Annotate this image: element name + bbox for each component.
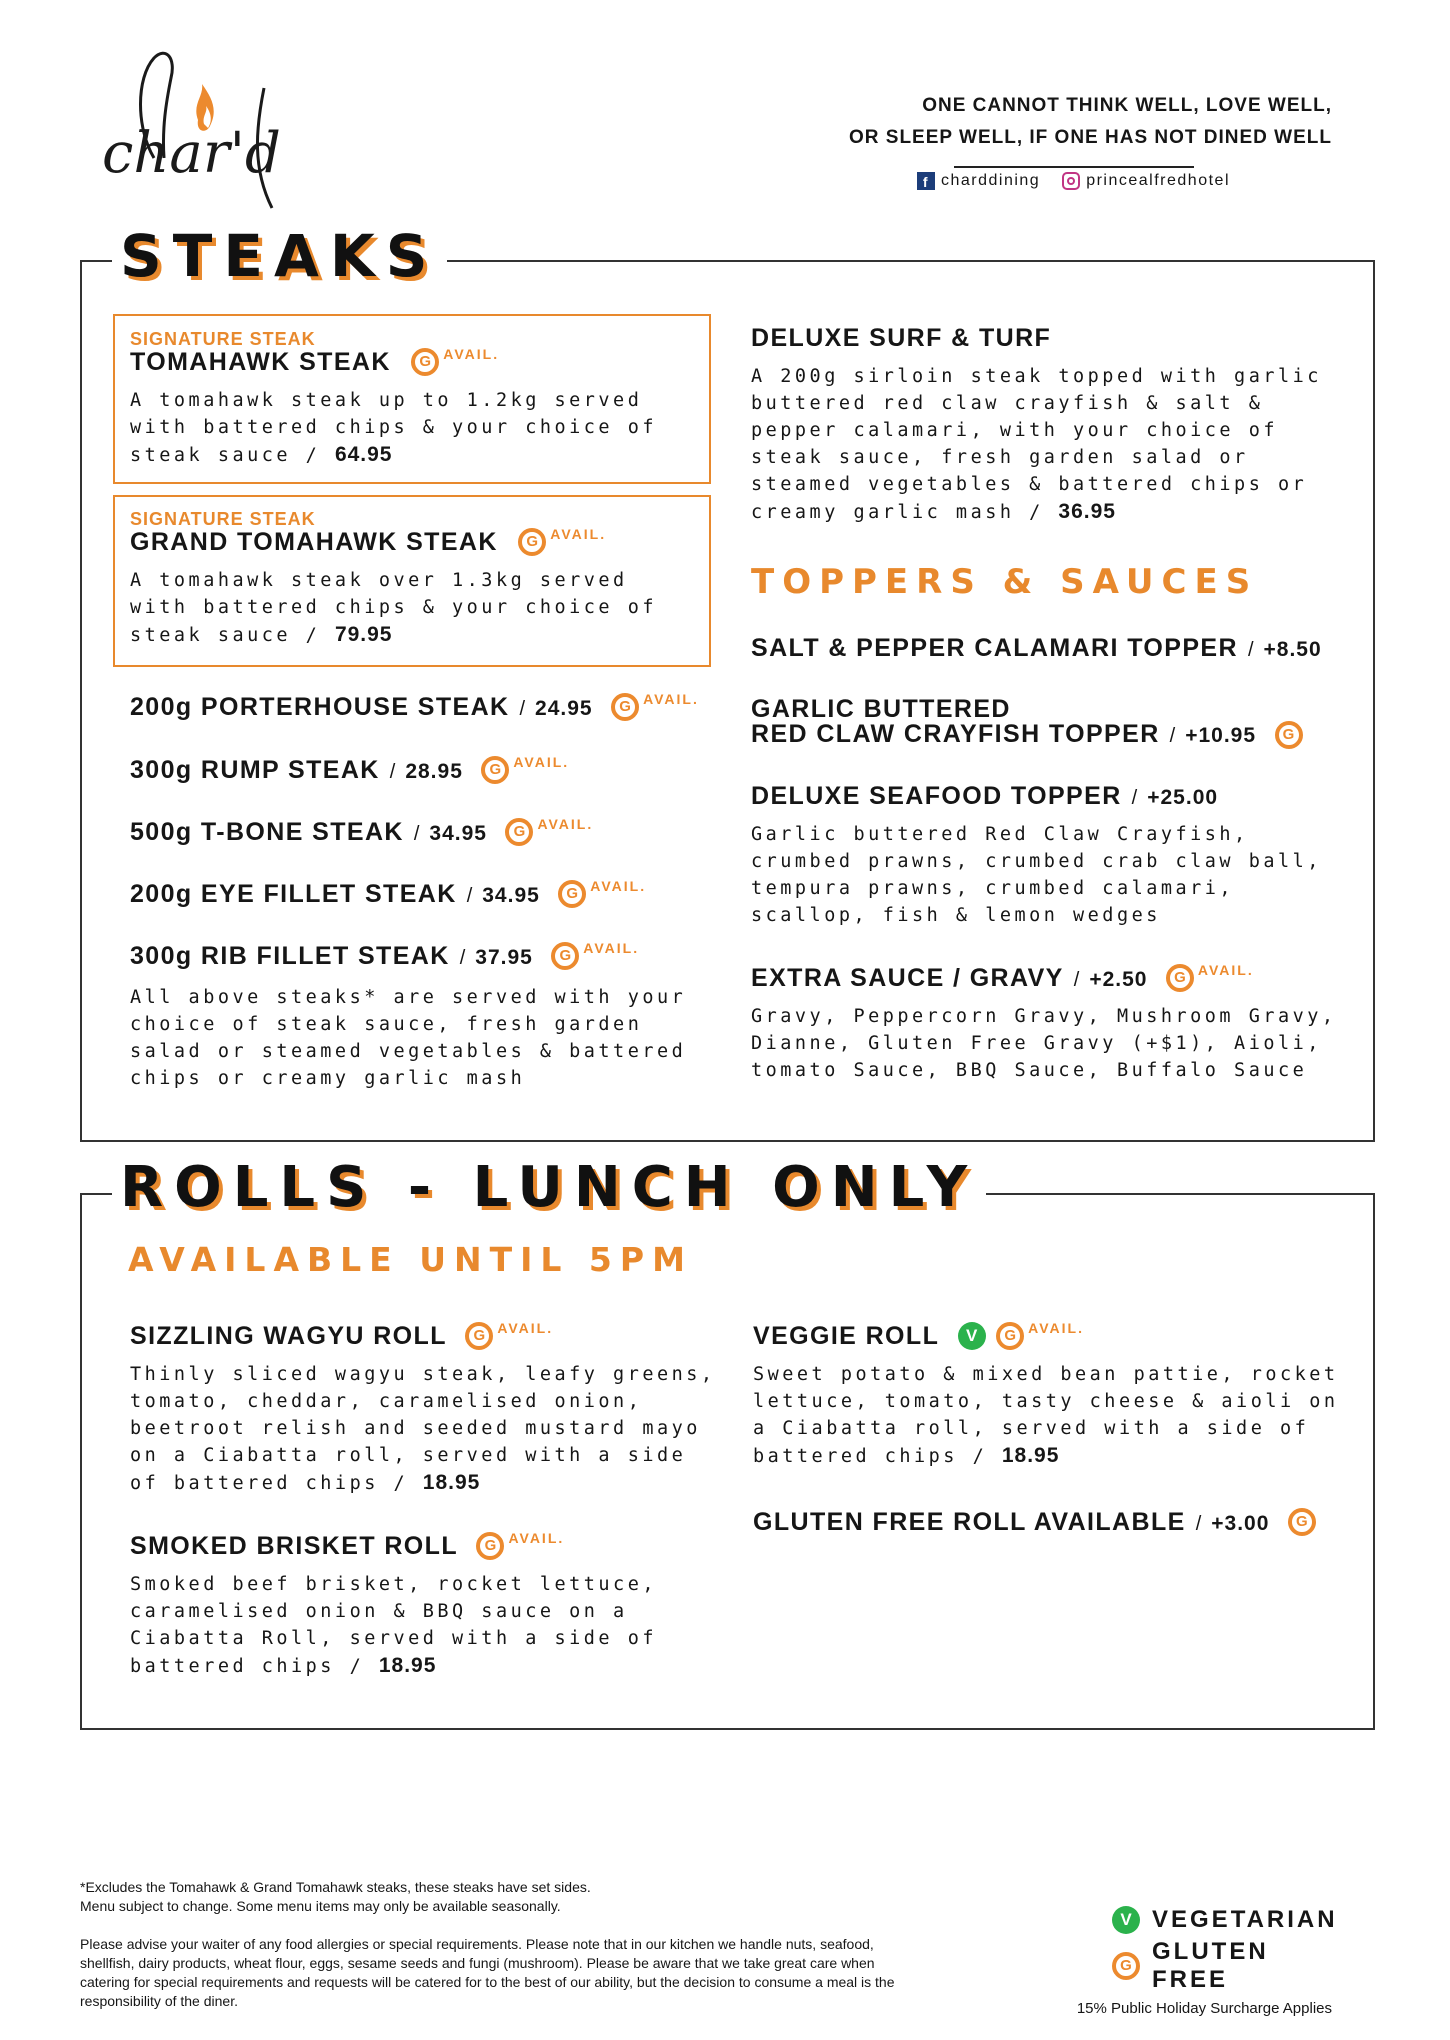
gluten-free-icon: G — [1166, 964, 1194, 992]
tomahawk-desc: A tomahawk steak up to 1.2kg served with battered chips & your choice of steak sauce / — [130, 390, 657, 466]
gluten-free-icon: G — [551, 942, 579, 970]
veggie-roll-desc: Sweet potato & mixed bean pattie, rocket lettuce, tomato, tasty cheese & aioli on a Ciabatta roll, served with a side of battered chips / — [753, 1364, 1339, 1467]
vegetarian-icon: V — [958, 1322, 986, 1350]
facebook-link[interactable] — [917, 172, 1040, 190]
rump-price: 28.95 — [405, 760, 463, 783]
avail-label: AVAIL. — [443, 346, 500, 362]
porterhouse-name: 200g PORTERHOUSE STEAK — [130, 693, 510, 721]
tagline-line2: OR SLEEP WELL, IF ONE HAS NOT DINED WELL — [849, 127, 1332, 148]
gluten-free-icon: G — [476, 1532, 504, 1560]
porterhouse-item: 200g PORTERHOUSE STEAK / 24.95 G AVAIL. — [130, 691, 699, 721]
calamari-topper-price: +8.50 — [1263, 638, 1322, 661]
extra-sauce-price: +2.50 — [1089, 968, 1148, 991]
grand-tomahawk-item — [130, 510, 700, 649]
calamari-topper-name: SALT & PEPPER CALAMARI TOPPER — [751, 634, 1238, 662]
steaks-title: STEAKS — [112, 222, 447, 290]
rolls-subtitle: AVAILABLE UNTIL 5PM — [128, 1240, 693, 1279]
wagyu-roll-item — [130, 1322, 720, 1497]
tagline-line1: ONE CANNOT THINK WELL, LOVE WELL, — [922, 95, 1332, 116]
seafood-topper-name: DELUXE SEAFOOD TOPPER — [751, 782, 1122, 810]
surf-turf-desc: A 200g sirloin steak topped with garlic buttered red claw crayfish & salt & pepper calamari, with your choice of steak sauce, fresh garden salad or steamed vegetables & battered chips or creamy garlic mash / — [751, 366, 1322, 523]
legend-gluten-free: GLUTEN FREE — [1152, 1938, 1269, 1993]
instagram-link[interactable] — [1062, 172, 1230, 190]
gf-roll-price: +3.00 — [1211, 1512, 1270, 1535]
gf-roll-name: GLUTEN FREE ROLL AVAILABLE — [753, 1508, 1186, 1536]
facebook-icon: f — [917, 172, 935, 190]
extra-sauce-name: EXTRA SAUCE / GRAVY — [751, 964, 1064, 992]
veggie-roll-item — [753, 1322, 1343, 1470]
crayfish-topper-item: GARLIC BUTTERED RED CLAW CRAYFISH TOPPER / +10.95 G — [751, 697, 1303, 751]
seafood-topper-item: DELUXE SEAFOOD TOPPER / +25.00 Garlic buttered Red Claw Crayfish, crumbed prawns, crumbed crab claw ball, tempura prawns, crumbed calamari, scallop, fish & lemon wedges — [751, 782, 1351, 929]
avail-label: AVAIL. — [497, 1320, 554, 1336]
gluten-free-icon: G — [996, 1322, 1024, 1350]
seafood-topper-desc: Garlic buttered Red Claw Crayfish, crumbed prawns, crumbed crab claw ball, tempura prawns, crumbed calamari, scallop, fish & lemon wedges — [751, 824, 1322, 926]
footnote-2: Menu subject to change. Some menu items may only be available seasonally. — [80, 1898, 561, 1914]
rump-name: 300g RUMP STEAK — [130, 756, 380, 784]
footnote-1: *Excludes the Tomahawk & Grand Tomahawk steaks, these steaks have set sides. — [80, 1879, 591, 1895]
allergy-notice: Please advise your waiter of any food allergies or special requirements. Please note that in our kitchen we handle nuts, seafood, shellfish, dairy products, wheat flour, eggs, sesame seeds and fungi (mushroom). Please be aware that we take great care when catering for special requirements and requests will be catered for to the best of our ability, but the decision to consume a meal is the responsibility of the diner. — [80, 1936, 895, 2009]
avail-label: AVAIL. — [1197, 962, 1254, 978]
porterhouse-price: 24.95 — [535, 697, 593, 720]
veggie-roll-name: VEGGIE ROLL — [753, 1322, 940, 1350]
rump-item: 300g RUMP STEAK / 28.95 G AVAIL. — [130, 754, 570, 784]
surf-turf-item — [751, 324, 1331, 526]
gluten-free-icon: G — [505, 818, 533, 846]
eye-fillet-item: 200g EYE FILLET STEAK / 34.95 G AVAIL. — [130, 878, 647, 908]
rib-fillet-price: 37.95 — [475, 946, 533, 969]
grand-tomahawk-desc: A tomahawk steak over 1.3kg served with battered chips & your choice of steak sauce / — [130, 570, 657, 646]
gluten-free-icon: G — [518, 528, 546, 556]
brisket-roll-price: 18.95 — [378, 1654, 437, 1677]
wagyu-roll-price: 18.95 — [422, 1471, 481, 1494]
brisket-roll-name: SMOKED BRISKET ROLL — [130, 1532, 458, 1560]
surf-turf-name: DELUXE SURF & TURF — [751, 324, 1052, 352]
surf-turf-price: 36.95 — [1058, 500, 1116, 523]
wagyu-roll-name: SIZZLING WAGYU ROLL — [130, 1322, 447, 1350]
avail-label: AVAIL. — [508, 1530, 565, 1546]
avail-label: AVAIL. — [1028, 1320, 1084, 1336]
tagline-divider — [954, 166, 1194, 168]
instagram-handle: princealfredhotel — [1086, 172, 1230, 189]
avail-label: AVAIL. — [643, 691, 699, 707]
surcharge-note: 15% Public Holiday Surcharge Applies — [1076, 2000, 1332, 2017]
brisket-roll-desc: Smoked beef brisket, rocket lettuce, caramelised onion & BBQ sauce on a Ciabatta Roll, served with a side of battered chips / — [130, 1574, 657, 1677]
tomahawk-item — [130, 330, 700, 469]
legend — [1076, 1906, 1338, 2017]
calamari-topper-item: SALT & PEPPER CALAMARI TOPPER / +8.50 — [751, 634, 1322, 662]
rolls-title: ROLLS - LUNCH ONLY — [112, 1155, 986, 1220]
avail-label: AVAIL. — [550, 526, 607, 542]
footnote — [80, 1878, 780, 1916]
extra-sauce-desc: Gravy, Peppercorn Gravy, Mushroom Gravy, Dianne, Gluten Free Gravy (+$1), Aioli, tomato Sauce, BBQ Sauce, Buffalo Sauce — [751, 1006, 1337, 1081]
gluten-free-icon: G — [1275, 721, 1303, 749]
tomahawk-name: TOMAHAWK STEAK — [130, 348, 391, 376]
brisket-roll-item — [130, 1532, 690, 1680]
rib-fillet-item: 300g RIB FILLET STEAK / 37.95 G AVAIL. — [130, 940, 640, 970]
gluten-free-icon: G — [1112, 1952, 1140, 1980]
crayfish-topper-name-1: GARLIC BUTTERED — [751, 695, 1011, 723]
gluten-free-icon: G — [481, 756, 509, 784]
gluten-free-icon: G — [1288, 1508, 1316, 1536]
rib-fillet-name: 300g RIB FILLET STEAK — [130, 942, 450, 970]
grand-tomahawk-price: 79.95 — [334, 623, 393, 646]
gluten-free-icon: G — [611, 693, 639, 721]
logo-wordmark: char'd — [102, 121, 281, 186]
tagline — [772, 90, 1332, 168]
vegetarian-icon: V — [1112, 1906, 1140, 1934]
avail-label: AVAIL. — [590, 878, 647, 894]
veggie-roll-price: 18.95 — [1001, 1444, 1060, 1467]
facebook-handle: charddining — [940, 172, 1041, 189]
gf-roll-item: GLUTEN FREE ROLL AVAILABLE / +3.00 G — [753, 1508, 1316, 1537]
tbone-name: 500g T-BONE STEAK — [130, 818, 404, 846]
signature-label: SIGNATURE STEAK — [130, 509, 316, 529]
crayfish-topper-price: +10.95 — [1185, 724, 1257, 747]
social-links — [917, 172, 1230, 190]
wagyu-roll-desc: Thinly sliced wagyu steak, leafy greens, tomato, cheddar, caramelised onion, beetroot relish and seeded mustard mayo on a Ciabatta roll, served with a side of battered chips / — [130, 1364, 716, 1494]
gluten-free-icon: G — [558, 880, 586, 908]
seafood-topper-price: +25.00 — [1147, 786, 1219, 809]
tbone-item: 500g T-BONE STEAK / 34.95 G AVAIL. — [130, 816, 594, 846]
instagram-icon — [1062, 172, 1080, 190]
tomahawk-price: 64.95 — [334, 443, 393, 466]
toppers-title: TOPPERS & SAUCES — [751, 562, 1259, 602]
avail-label: AVAIL. — [583, 940, 640, 956]
gluten-free-icon: G — [465, 1322, 493, 1350]
crayfish-topper-name-2: RED CLAW CRAYFISH TOPPER — [751, 720, 1160, 748]
extra-sauce-item: EXTRA SAUCE / GRAVY / +2.50 G AVAIL. Gravy, Peppercorn Gravy, Mushroom Gravy, Dianne, Gluten Free Gravy (+$1), Aioli, tomato Sauce, BBQ Sauce, Buffalo Sauce — [751, 964, 1351, 1084]
grand-tomahawk-name: GRAND TOMAHAWK STEAK — [130, 528, 498, 556]
eye-fillet-name: 200g EYE FILLET STEAK — [130, 880, 457, 908]
signature-label: SIGNATURE STEAK — [130, 329, 316, 349]
steaks-note: All above steaks* are served with your choice of steak sauce, fresh garden salad or steamed vegetables & battered chips or creamy garlic mash — [130, 987, 687, 1089]
chard-logo — [96, 48, 296, 218]
legend-vegetarian: VEGETARIAN — [1152, 1906, 1338, 1933]
eye-fillet-price: 34.95 — [482, 884, 540, 907]
avail-label: AVAIL. — [537, 816, 594, 832]
gluten-free-icon: G — [411, 348, 439, 376]
avail-label: AVAIL. — [513, 754, 570, 770]
tbone-price: 34.95 — [429, 822, 487, 845]
